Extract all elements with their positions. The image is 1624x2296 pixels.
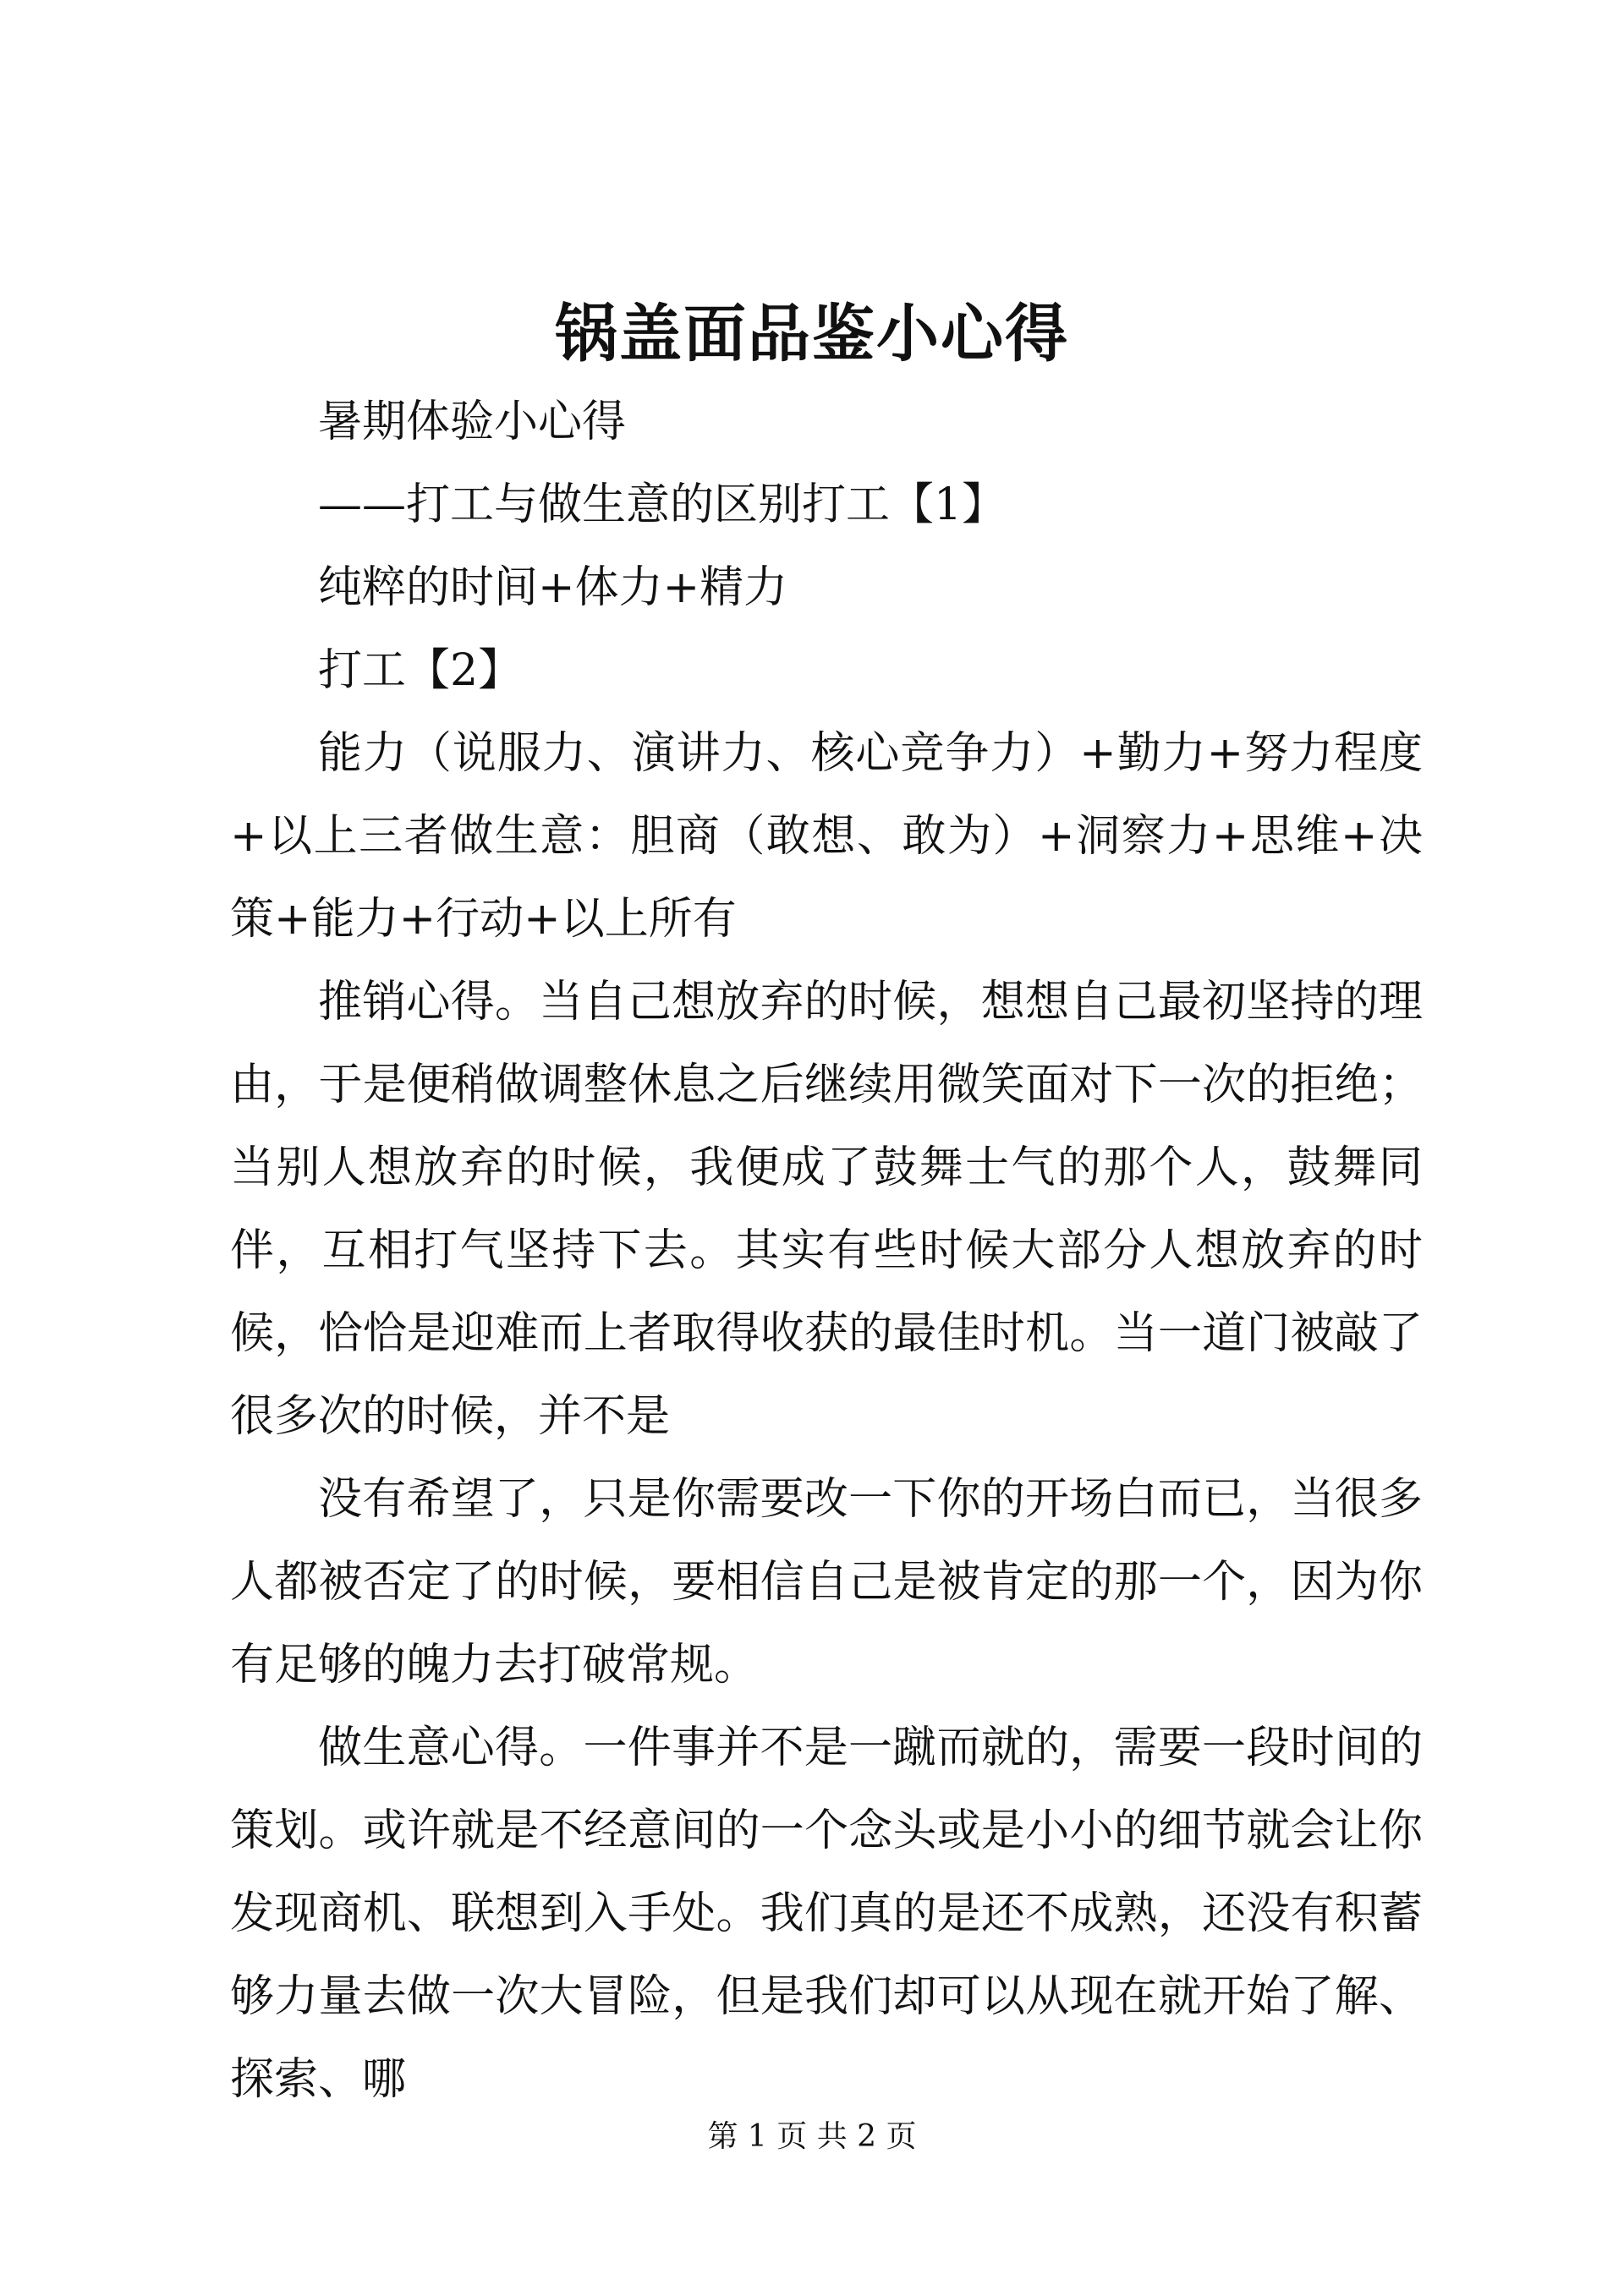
paragraph: 没有希望了，只是你需要改一下你的开场白而已，当很多人都被否定了的时候，要相信自己是被肯定的那一个，因为你有足够的魄力去打破常规。 <box>230 1474 1423 1690</box>
paragraph: 做生意心得。一件事并不是一蹴而就的，需要一段时间的策划。或许就是不经意间的一个念头或是小小的细节就会让你发现商机、联想到入手处。我们真的是还不成熟，还没有积蓄够力量去做一次大冒险，但是我们却可以从现在就开始了解、探索、哪 <box>230 1723 1423 2105</box>
paragraph: 暑期体验小心得 <box>318 397 627 447</box>
paragraph: ——打工与做生意的区别打工【1】 <box>318 479 1007 530</box>
paragraph: 推销心得。当自己想放弃的时候，想想自己最初坚持的理由，于是便稍做调整休息之后继续用微笑面对下一次的拒绝；当别人想放弃的时候，我便成了鼓舞士气的那个人，鼓舞同伴，互相打气坚持下去。其实有些时候大部分人想放弃的时候，恰恰是迎难而上者取得收获的最佳时机。当一道门被敲了很多次的时候，并不是 <box>230 977 1423 1442</box>
paragraph: 打工【2】 <box>318 645 523 696</box>
paragraph: 纯粹的时间+体力+精力 <box>318 562 788 613</box>
document-title: 锅盖面品鉴小心得 <box>555 298 1069 370</box>
document-body <box>230 381 1423 2121</box>
paragraph: 能力（说服力、演讲力、核心竞争力）+勤力+努力程度+以上三者做生意：胆商（敢想、敢为）+洞察力+思维+决策+能力+行动+以上所有 <box>230 728 1423 945</box>
page-footer: 第 1 页 共 2 页 <box>707 2119 917 2154</box>
